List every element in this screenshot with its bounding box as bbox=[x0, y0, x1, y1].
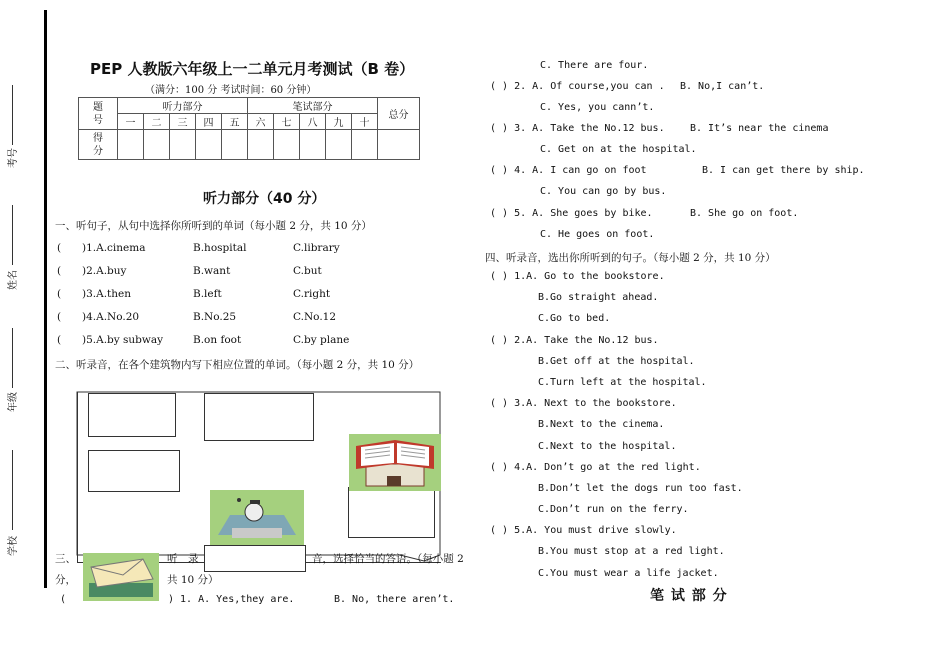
section3-title-b: 听 录 bbox=[167, 553, 199, 565]
library-picture bbox=[349, 434, 441, 491]
side-label-school: 学校 bbox=[8, 536, 19, 556]
s4-q5-option-a[interactable]: ( ) 5.A. You must drive slowly. bbox=[490, 525, 677, 536]
s1-option-b[interactable]: B.want bbox=[193, 265, 231, 277]
s1-option-a[interactable]: )5.A.by subway bbox=[82, 334, 164, 346]
num-cell: 十 bbox=[352, 114, 378, 130]
listening-heading: 听力部分（40 分） bbox=[203, 191, 326, 207]
s1-option-a[interactable]: )4.A.No.20 bbox=[82, 311, 140, 323]
section2-title: 二、听录音，在各个建筑物内写下相应位置的单词。（每小题 2 分，共 10 分） bbox=[55, 359, 420, 371]
building-middle-left[interactable] bbox=[88, 450, 180, 492]
section3-title-a: 三、 bbox=[55, 553, 76, 565]
field-line-id bbox=[12, 85, 13, 145]
side-label-grade: 年级 bbox=[8, 392, 19, 412]
s1-option-c[interactable]: C.right bbox=[293, 288, 331, 300]
writing-heading: 笔 试 部 分 bbox=[650, 588, 728, 604]
total-score-cell[interactable] bbox=[378, 130, 420, 160]
s1-option-c[interactable]: C.library bbox=[293, 242, 340, 254]
num-cell: 三 bbox=[170, 114, 196, 130]
s4-q5-option-c[interactable]: C.You must wear a life jacket. bbox=[538, 568, 719, 579]
s4-q3-option-a[interactable]: ( ) 3.A. Next to the bookstore. bbox=[490, 398, 677, 409]
section1-title: 一、听句子，从句中选择你所听到的单词（每小题 2 分，共 10 分） bbox=[55, 220, 372, 232]
field-line-school bbox=[12, 450, 13, 530]
s3-q2-option-b[interactable]: B. No,I can’t. bbox=[680, 81, 765, 92]
building-bottom-middle[interactable] bbox=[204, 545, 306, 572]
s3-q1-option-a[interactable]: ) 1. A. Yes,they are. bbox=[168, 594, 295, 605]
score-cell[interactable] bbox=[274, 130, 300, 160]
post-office-picture bbox=[83, 553, 159, 601]
s4-q1-option-c[interactable]: C.Go to bed. bbox=[538, 313, 611, 324]
writing-header-cell: 笔试部分 bbox=[248, 98, 378, 114]
total-header-cell: 总分 bbox=[378, 98, 420, 130]
exam-info: （满分：100 分 考试时间：60 分钟） bbox=[145, 85, 317, 96]
num-cell: 二 bbox=[144, 114, 170, 130]
s3-q5-option-b[interactable]: B. She go on foot. bbox=[690, 208, 799, 219]
topic-header-cell: 题号 bbox=[79, 98, 118, 130]
score-cell[interactable] bbox=[170, 130, 196, 160]
score-cell[interactable] bbox=[222, 130, 248, 160]
s4-q3-option-c[interactable]: C.Next to the hospital. bbox=[538, 441, 677, 452]
s4-q4-option-b[interactable]: B.Don’t let the dogs run too fast. bbox=[538, 483, 743, 494]
s1-option-a[interactable]: )1.A.cinema bbox=[82, 242, 146, 254]
building-top-left[interactable] bbox=[88, 393, 176, 437]
s1-paren: ( bbox=[57, 334, 62, 346]
score-cell[interactable] bbox=[144, 130, 170, 160]
s1-option-b[interactable]: B.No.25 bbox=[193, 311, 237, 323]
field-line-name bbox=[12, 205, 13, 265]
score-cell[interactable] bbox=[352, 130, 378, 160]
score-cell[interactable] bbox=[118, 130, 144, 160]
section3-title-d: 分， bbox=[55, 574, 76, 586]
s4-q1-option-b[interactable]: B.Go straight ahead. bbox=[538, 292, 659, 303]
s3-q4-option-c[interactable]: C. You can go by bus. bbox=[540, 186, 667, 197]
section3-title-e: 共 10 分） bbox=[167, 574, 219, 586]
s1-paren: ( bbox=[57, 265, 62, 277]
num-cell: 七 bbox=[274, 114, 300, 130]
num-cell: 一 bbox=[118, 114, 144, 130]
school-picture bbox=[210, 490, 304, 545]
num-cell: 四 bbox=[196, 114, 222, 130]
num-cell: 九 bbox=[326, 114, 352, 130]
listening-header-cell: 听力部分 bbox=[118, 98, 248, 114]
s4-q2-option-c[interactable]: C.Turn left at the hospital. bbox=[538, 377, 707, 388]
envelope-icon bbox=[83, 553, 159, 601]
s1-paren: ( bbox=[57, 288, 62, 300]
s4-q2-option-a[interactable]: ( ) 2.A. Take the No.12 bus. bbox=[490, 335, 659, 346]
num-cell: 六 bbox=[248, 114, 274, 130]
s3-q4-option-b[interactable]: B. I can get there by ship. bbox=[702, 165, 865, 176]
side-label-name: 姓名 bbox=[8, 270, 19, 290]
s1-option-c[interactable]: C.No.12 bbox=[293, 311, 337, 323]
s1-option-b[interactable]: B.hospital bbox=[193, 242, 247, 254]
s3-q3-option-a[interactable]: ( ) 3. A. Take the No.12 bus. bbox=[490, 123, 665, 134]
s1-paren: ( bbox=[57, 242, 62, 254]
s1-option-b[interactable]: B.on foot bbox=[193, 334, 242, 346]
s3-q5-option-a[interactable]: ( ) 5. A. She goes by bike. bbox=[490, 208, 653, 219]
building-right[interactable] bbox=[348, 487, 435, 538]
s1-option-b[interactable]: B.left bbox=[193, 288, 222, 300]
score-cell[interactable] bbox=[300, 130, 326, 160]
s4-q1-option-a[interactable]: ( ) 1.A. Go to the bookstore. bbox=[490, 271, 665, 282]
score-cell[interactable] bbox=[248, 130, 274, 160]
s4-q3-option-b[interactable]: B.Next to the cinema. bbox=[538, 419, 665, 430]
s1-paren: ( bbox=[57, 311, 62, 323]
s3-q1-paren: ( bbox=[60, 594, 67, 605]
book-icon bbox=[349, 434, 441, 491]
s3-q3-option-b[interactable]: B. It’s near the cinema bbox=[690, 123, 829, 134]
num-cell: 五 bbox=[222, 114, 248, 130]
s1-option-a[interactable]: )2.A.buy bbox=[82, 265, 127, 277]
s3-q3-option-c[interactable]: C. Get on at the hospital. bbox=[540, 144, 697, 155]
s1-option-c[interactable]: C.by plane bbox=[293, 334, 350, 346]
s3-q4-option-a[interactable]: ( ) 4. A. I can go on foot bbox=[490, 165, 647, 176]
page-title: PEP 人教版六年级上一二单元月考测试（B 卷） bbox=[90, 60, 415, 78]
score-table bbox=[78, 97, 420, 160]
s3-q1-option-b[interactable]: B. No, there aren’t. bbox=[334, 594, 455, 605]
s3-q5-option-c[interactable]: C. He goes on foot. bbox=[540, 229, 655, 240]
s1-option-a[interactable]: )3.A.then bbox=[82, 288, 131, 300]
side-label-id: 考号 bbox=[8, 148, 19, 168]
section3-title-c: 音，选择恰当的答语。（每小题 2 bbox=[312, 553, 464, 565]
s4-q5-option-b[interactable]: B.You must stop at a red light. bbox=[538, 546, 725, 557]
s4-q4-option-c[interactable]: C.Don’t run on the ferry. bbox=[538, 504, 689, 515]
s1-option-c[interactable]: C.but bbox=[293, 265, 322, 277]
num-cell: 八 bbox=[300, 114, 326, 130]
score-cell[interactable] bbox=[326, 130, 352, 160]
section4-title: 四、听录音，选出你所听到的句子。（每小题 2 分，共 10 分） bbox=[485, 252, 776, 264]
s3-q2-option-c[interactable]: C. Yes, you cann’t. bbox=[540, 102, 655, 113]
building-top-middle[interactable] bbox=[204, 393, 314, 441]
field-line-grade bbox=[12, 328, 13, 388]
binding-line bbox=[44, 10, 47, 588]
s4-q4-option-a[interactable]: ( ) 4.A. Don’t go at the red light. bbox=[490, 462, 701, 473]
score-cell[interactable] bbox=[196, 130, 222, 160]
s4-q2-option-b[interactable]: B.Get off at the hospital. bbox=[538, 356, 695, 367]
s3-q1-option-c[interactable]: C. There are four. bbox=[540, 60, 649, 71]
s3-q2-option-a[interactable]: ( ) 2. A. Of course,you can . bbox=[490, 81, 665, 92]
school-icon bbox=[210, 490, 304, 545]
score-row-label: 得分 bbox=[79, 130, 118, 160]
